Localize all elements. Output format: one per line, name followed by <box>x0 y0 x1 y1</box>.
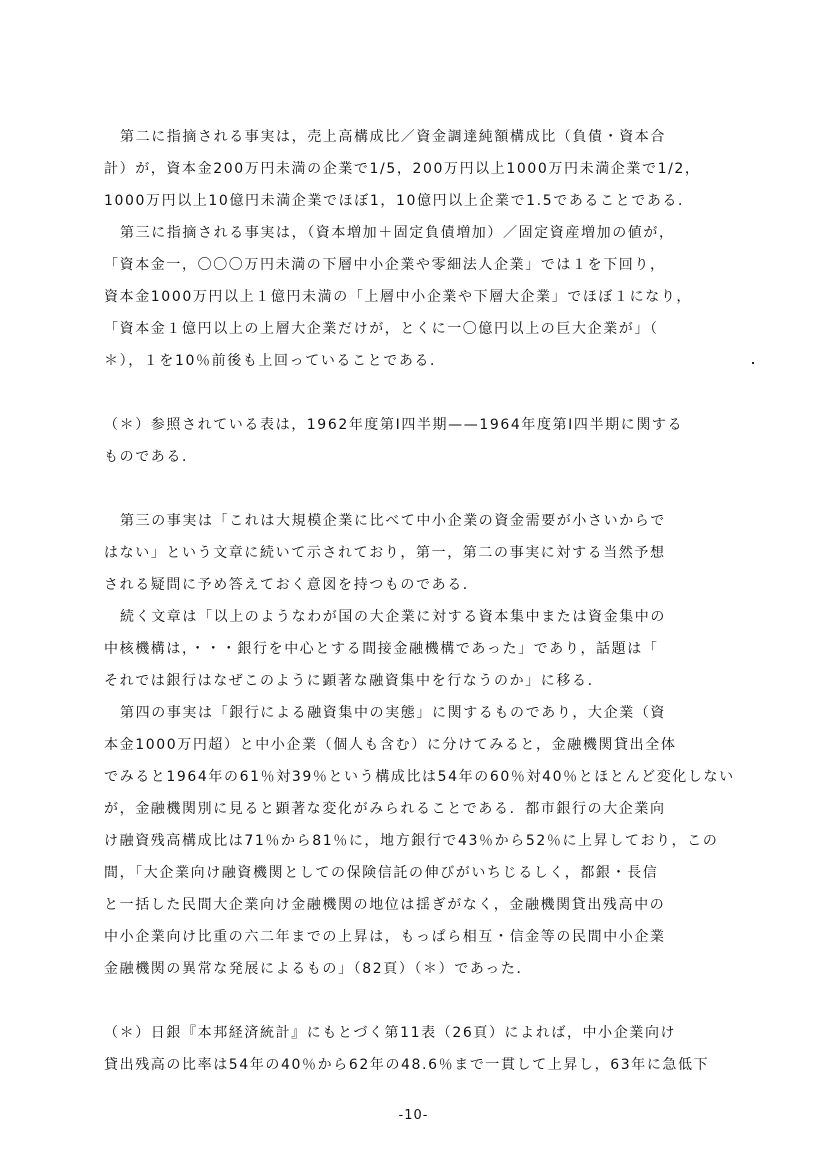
text-line: 第二に指摘される事実は，売上高構成比／資金調達純額構成比（負債・資本合 <box>120 129 666 145</box>
scan-speck <box>752 362 754 364</box>
text-line: 中核機構は，・・・銀行を中心とする間接金融機構であった」であり，話題は「 <box>104 641 659 657</box>
text-line: け融資残高構成比は71％から81％に，地方銀行で43％から52％に上昇しており，この <box>104 833 719 849</box>
text-line: 中小企業向け比重の六二年までの上昇は，もっぱら相互・信金等の民間中小企業 <box>104 929 666 945</box>
text-line: 資本金1000万円以上１億円未満の「上層中小企業や下層大企業」でほぼ１になり， <box>104 289 693 305</box>
text-line: 本金1000万円超）と中小企業（個人も含む）に分けてみると，金融機関貸出全体 <box>104 737 677 753</box>
text-line: ＊），１を10％前後も上回っていることである． <box>104 353 446 369</box>
text-line: 第三に指摘される事実は，（資本増加＋固定負債増加）／固定資産増加の値が， <box>120 225 675 241</box>
text-line: 続く文章は「以上のようなわが国の大企業に対する資本集中または資金集中の <box>120 609 666 625</box>
text-line: と一括した民間大企業向け金融機関の地位は揺ぎがなく，金融機関貸出残高中の <box>104 897 666 913</box>
footnote-line: 貸出残高の比率は54年の40％から62年の48.6％まで一貫して上昇し，63年に急低下 <box>104 1057 710 1073</box>
footnote-line: （＊）参照されている表は，1962年度第I四半期——1964年度第I四半期に関する <box>104 417 684 433</box>
text-line: 1000万円以上10億円未満企業でほぼ1，10億円以上企業で1.5であることである． <box>104 193 694 209</box>
text-line: 計）が，資本金200万円未満の企業で1/5，200万円以上1000万円未満企業で1/2， <box>104 161 701 177</box>
text-line: 第三の事実は「これは大規模企業に比べて中小企業の資金需要が小さいからで <box>120 513 666 529</box>
text-line: が，金融機関別に見ると顕著な変化がみられることである．都市銀行の大企業向 <box>104 801 666 817</box>
text-line: 間，「大企業向け融資機関としての保険信託の伸びがいちじるしく，都銀・長信 <box>104 865 659 881</box>
text-line: はない」という文章に続いて示されており，第一，第二の事実に対する当然予想 <box>104 545 666 561</box>
text-line: それでは銀行はなぜこのように顕著な融資集中を行なうのか」に移る． <box>104 673 604 689</box>
text-line: でみると1964年の61％対39％という構成比は54年の60％対40％とほとんど変化しない <box>104 769 735 785</box>
text-line: 第四の事実は「銀行による融資集中の実態」に関するものであり，大企業（資 <box>120 705 666 721</box>
text-line: 金融機関の異常な発展によるもの」（82頁）（＊）であった． <box>104 961 533 977</box>
text-line: される疑問に予め答えておく意図を持つものである． <box>104 577 479 593</box>
text-line: 「資本金一，〇〇〇万円未満の下層中小企業や零細法人企業」では１を下回り， <box>104 257 666 273</box>
page-number: -10- <box>398 1108 429 1123</box>
text-line: 「資本金１億円以上の上層大企業だけが，とくに一〇億円以上の巨大企業が」（ <box>104 321 659 337</box>
footnote-line: ものである． <box>104 449 198 465</box>
footnote-line: （＊）日銀『本邦経済統計』にもとづく第11表（26頁）によれば，中小企業向け <box>104 1025 677 1041</box>
